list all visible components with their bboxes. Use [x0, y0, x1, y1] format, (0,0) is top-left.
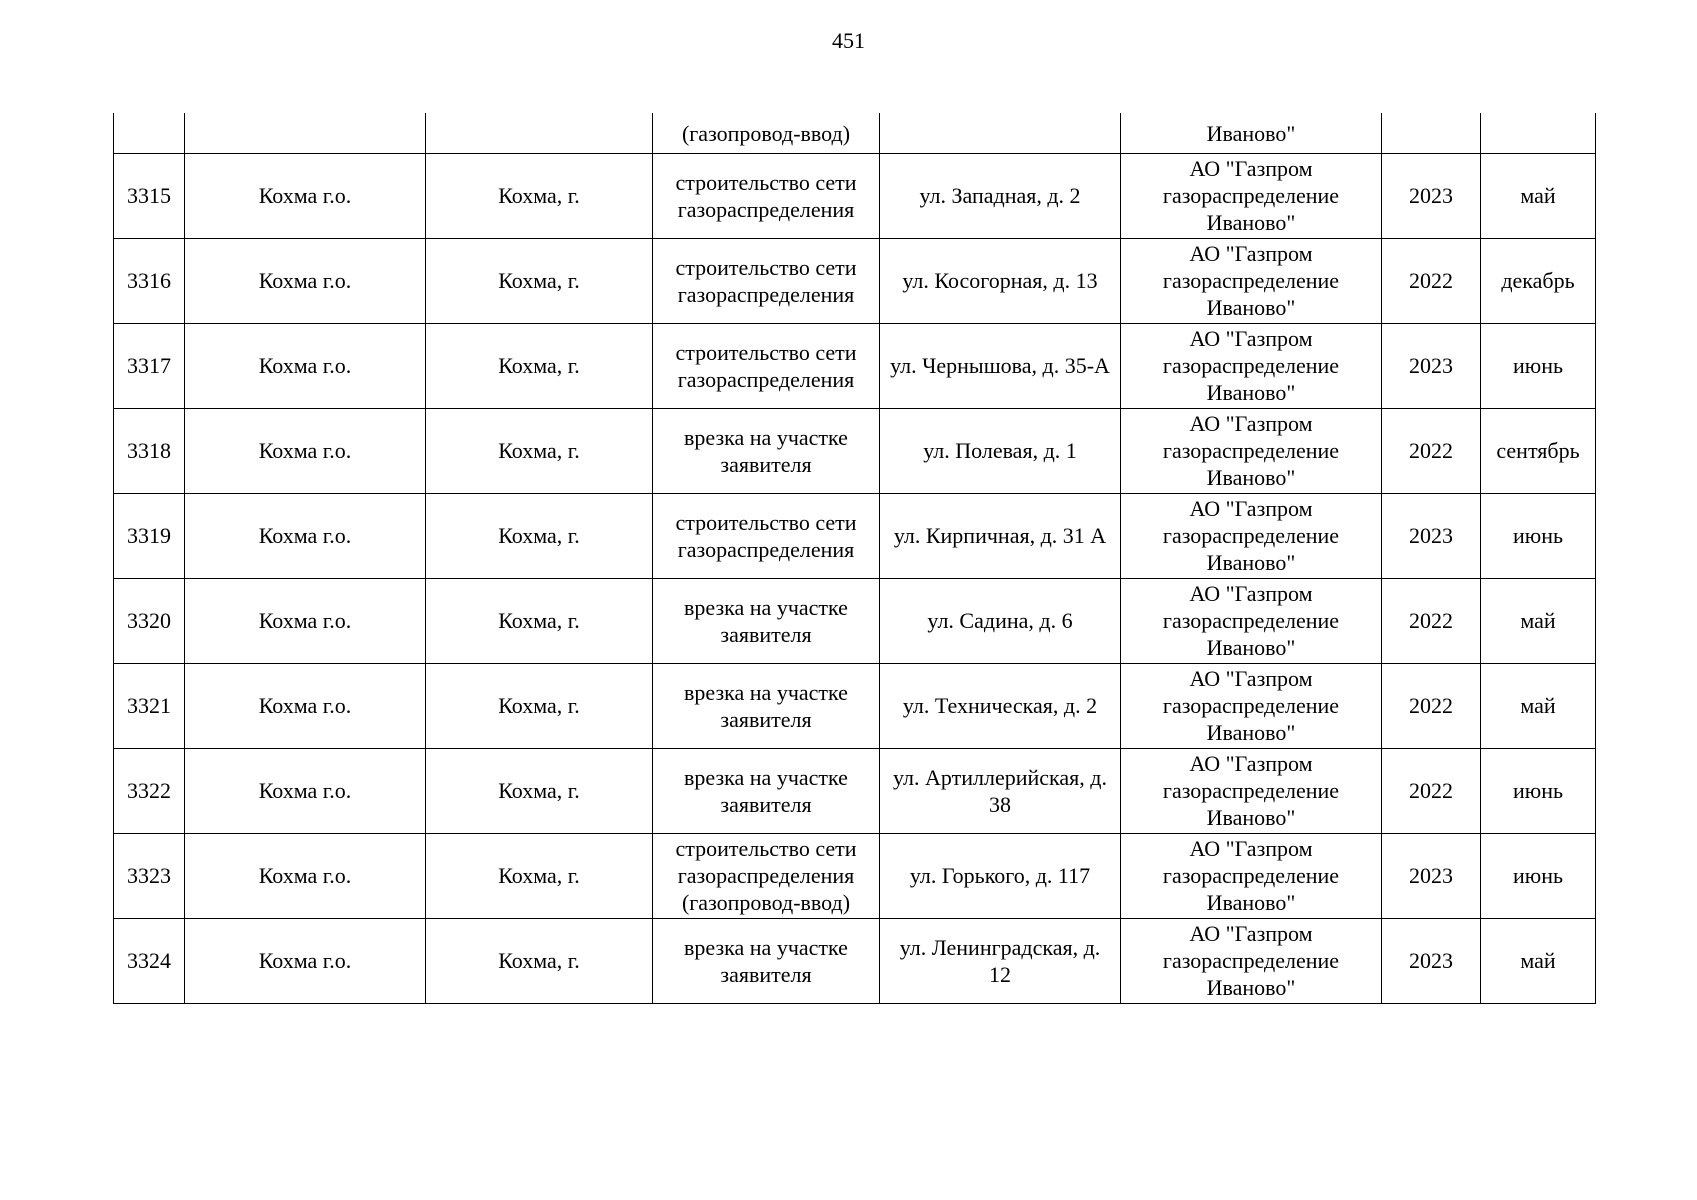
- cell-address: ул. Горького, д. 117: [880, 833, 1121, 918]
- cell-operator: АО "Газпром газораспределение Иваново": [1121, 918, 1382, 1003]
- cell-locality: Кохма, г.: [426, 748, 653, 833]
- table-row: [114, 408, 1596, 493]
- cell-operator: АО "Газпром газораспределение Иваново": [1121, 833, 1382, 918]
- cell-locality: [426, 113, 653, 153]
- cell-work-type: строительство сети газораспределения: [653, 153, 880, 238]
- cell-work-type: врезка на участке заявителя: [653, 918, 880, 1003]
- cell-district: Кохма г.о.: [185, 323, 426, 408]
- cell-year: 2022: [1382, 663, 1481, 748]
- cell-address: ул. Чернышова, д. 35-А: [880, 323, 1121, 408]
- table-row: [114, 833, 1596, 918]
- cell-address: ул. Кирпичная, д. 31 А: [880, 493, 1121, 578]
- cell-operator: АО "Газпром газораспределение Иваново": [1121, 408, 1382, 493]
- cell-num: [114, 113, 185, 153]
- cell-work-type: (газопровод-ввод): [653, 113, 880, 153]
- cell-address: ул. Садина, д. 6: [880, 578, 1121, 663]
- cell-locality: Кохма, г.: [426, 238, 653, 323]
- table-row: [114, 153, 1596, 238]
- gasification-table: [113, 113, 1596, 1004]
- cell-num: 3315: [114, 153, 185, 238]
- cell-address: ул. Косогорная, д. 13: [880, 238, 1121, 323]
- cell-district: Кохма г.о.: [185, 493, 426, 578]
- cell-num: 3319: [114, 493, 185, 578]
- cell-work-type: врезка на участке заявителя: [653, 408, 880, 493]
- cell-operator: АО "Газпром газораспределение Иваново": [1121, 323, 1382, 408]
- cell-address: ул. Артиллерийская, д. 38: [880, 748, 1121, 833]
- cell-operator: АО "Газпром газораспределение Иваново": [1121, 663, 1382, 748]
- cell-work-type: врезка на участке заявителя: [653, 578, 880, 663]
- page-number: 451: [832, 28, 865, 53]
- cell-month: июнь: [1481, 323, 1596, 408]
- cell-num: 3322: [114, 748, 185, 833]
- cell-month: май: [1481, 578, 1596, 663]
- cell-district: Кохма г.о.: [185, 238, 426, 323]
- cell-month: [1481, 113, 1596, 153]
- table-row: [114, 748, 1596, 833]
- cell-locality: Кохма, г.: [426, 663, 653, 748]
- cell-month: июнь: [1481, 833, 1596, 918]
- cell-address: ул. Техническая, д. 2: [880, 663, 1121, 748]
- cell-month: май: [1481, 918, 1596, 1003]
- cell-year: 2022: [1382, 748, 1481, 833]
- cell-month: июнь: [1481, 748, 1596, 833]
- cell-locality: Кохма, г.: [426, 493, 653, 578]
- cell-district: Кохма г.о.: [185, 153, 426, 238]
- cell-year: 2022: [1382, 578, 1481, 663]
- cell-locality: Кохма, г.: [426, 833, 653, 918]
- cell-num: 3318: [114, 408, 185, 493]
- cell-num: 3317: [114, 323, 185, 408]
- cell-district: Кохма г.о.: [185, 918, 426, 1003]
- cell-district: Кохма г.о.: [185, 663, 426, 748]
- cell-work-type: строительство сети газораспределения: [653, 493, 880, 578]
- cell-address: [880, 113, 1121, 153]
- cell-work-type: врезка на участке заявителя: [653, 663, 880, 748]
- cell-month: май: [1481, 663, 1596, 748]
- cell-locality: Кохма, г.: [426, 918, 653, 1003]
- cell-year: [1382, 113, 1481, 153]
- continuation-row: [114, 113, 1596, 153]
- cell-month: июнь: [1481, 493, 1596, 578]
- cell-work-type: врезка на участке заявителя: [653, 748, 880, 833]
- cell-operator: Иваново": [1121, 113, 1382, 153]
- cell-year: 2022: [1382, 238, 1481, 323]
- cell-num: 3320: [114, 578, 185, 663]
- cell-operator: АО "Газпром газораспределение Иваново": [1121, 578, 1382, 663]
- cell-year: 2023: [1382, 323, 1481, 408]
- cell-year: 2023: [1382, 153, 1481, 238]
- table-row: [114, 238, 1596, 323]
- table-row: [114, 493, 1596, 578]
- table-row: [114, 918, 1596, 1003]
- cell-year: 2023: [1382, 918, 1481, 1003]
- cell-locality: Кохма, г.: [426, 578, 653, 663]
- cell-work-type: строительство сети газораспределения (газопровод-ввод): [653, 833, 880, 918]
- cell-month: декабрь: [1481, 238, 1596, 323]
- cell-year: 2023: [1382, 493, 1481, 578]
- cell-month: май: [1481, 153, 1596, 238]
- cell-district: Кохма г.о.: [185, 578, 426, 663]
- cell-num: 3324: [114, 918, 185, 1003]
- cell-year: 2023: [1382, 833, 1481, 918]
- cell-district: Кохма г.о.: [185, 748, 426, 833]
- cell-address: ул. Ленинградская, д. 12: [880, 918, 1121, 1003]
- cell-district: [185, 113, 426, 153]
- cell-district: Кохма г.о.: [185, 833, 426, 918]
- cell-address: ул. Западная, д. 2: [880, 153, 1121, 238]
- cell-work-type: строительство сети газораспределения: [653, 238, 880, 323]
- cell-locality: Кохма, г.: [426, 153, 653, 238]
- cell-work-type: строительство сети газораспределения: [653, 323, 880, 408]
- cell-operator: АО "Газпром газораспределение Иваново": [1121, 238, 1382, 323]
- cell-operator: АО "Газпром газораспределение Иваново": [1121, 493, 1382, 578]
- cell-operator: АО "Газпром газораспределение Иваново": [1121, 748, 1382, 833]
- table-body: [114, 113, 1596, 1003]
- cell-num: 3323: [114, 833, 185, 918]
- cell-num: 3316: [114, 238, 185, 323]
- cell-year: 2022: [1382, 408, 1481, 493]
- cell-locality: Кохма, г.: [426, 408, 653, 493]
- cell-num: 3321: [114, 663, 185, 748]
- cell-month: сентябрь: [1481, 408, 1596, 493]
- cell-operator: АО "Газпром газораспределение Иваново": [1121, 153, 1382, 238]
- table-row: [114, 578, 1596, 663]
- cell-district: Кохма г.о.: [185, 408, 426, 493]
- table-row: [114, 663, 1596, 748]
- table-row: [114, 323, 1596, 408]
- cell-locality: Кохма, г.: [426, 323, 653, 408]
- cell-address: ул. Полевая, д. 1: [880, 408, 1121, 493]
